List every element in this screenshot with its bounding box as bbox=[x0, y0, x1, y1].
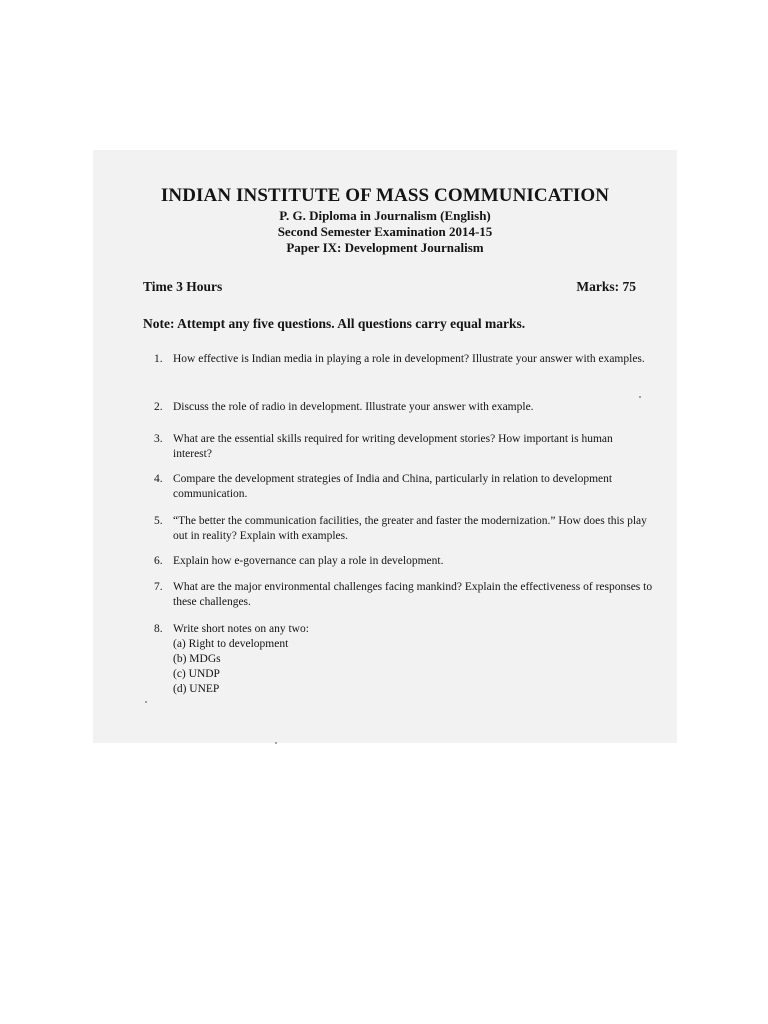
institute-title: INDIAN INSTITUTE OF MASS COMMUNICATION bbox=[160, 185, 610, 206]
question-number: 7. bbox=[154, 581, 163, 593]
question-number: 1. bbox=[154, 353, 163, 365]
question-text: Write short notes on any two: bbox=[173, 623, 309, 635]
question-number: 8. bbox=[154, 623, 163, 635]
question-number: 4. bbox=[154, 473, 163, 485]
question-1 bbox=[154, 352, 654, 367]
question-text: Discuss the role of radio in development. Illustrate your answer with example. bbox=[173, 401, 534, 413]
scanned-exam-paper bbox=[93, 150, 677, 743]
time-allowed: Time 3 Hours bbox=[143, 279, 223, 294]
question-text: How effective is Indian media in playing a role in development? Illustrate your answer with examples. bbox=[173, 353, 645, 365]
question-4 bbox=[154, 472, 654, 502]
question-text: Compare the development strategies of India and China, particularly in relation to development communication. bbox=[173, 473, 613, 500]
scan-speck bbox=[639, 396, 641, 398]
question-3 bbox=[154, 432, 654, 462]
total-marks: Marks: 75 bbox=[576, 279, 636, 294]
question-number: 5. bbox=[154, 515, 163, 527]
instruction-note: Note: Attempt any five questions. All questions carry equal marks. bbox=[143, 316, 526, 331]
question-text: What are the essential skills required for writing development stories? How important is human interest? bbox=[173, 433, 613, 460]
question-7 bbox=[154, 580, 654, 610]
diploma-subtitle: P. G. Diploma in Journalism (English) bbox=[279, 208, 491, 223]
sub-item-c: (c) UNDP bbox=[173, 668, 220, 680]
scan-speck bbox=[275, 742, 277, 744]
question-number: 2. bbox=[154, 401, 163, 413]
sub-item-a: (a) Right to development bbox=[173, 638, 289, 650]
question-number: 6. bbox=[154, 555, 163, 567]
exam-subtitle: Second Semester Examination 2014-15 bbox=[277, 224, 493, 239]
question-text: “The better the communication facilities, the greater and faster the modernization.” How does this play out in reality? Explain with examples. bbox=[173, 515, 647, 542]
question-2 bbox=[154, 400, 654, 415]
scan-speck bbox=[145, 701, 147, 703]
paper-subtitle: Paper IX: Development Journalism bbox=[286, 240, 484, 255]
question-number: 3. bbox=[154, 433, 163, 445]
sub-item-b: (b) MDGs bbox=[173, 653, 221, 665]
question-8 bbox=[154, 622, 654, 697]
question-text: What are the major environmental challenges facing mankind? Explain the effectiveness of responses to these challenges. bbox=[173, 581, 653, 608]
question-6 bbox=[154, 554, 654, 569]
question-text: Explain how e-governance can play a role in development. bbox=[173, 555, 444, 567]
question-5 bbox=[154, 514, 654, 544]
sub-item-d: (d) UNEP bbox=[173, 683, 220, 695]
